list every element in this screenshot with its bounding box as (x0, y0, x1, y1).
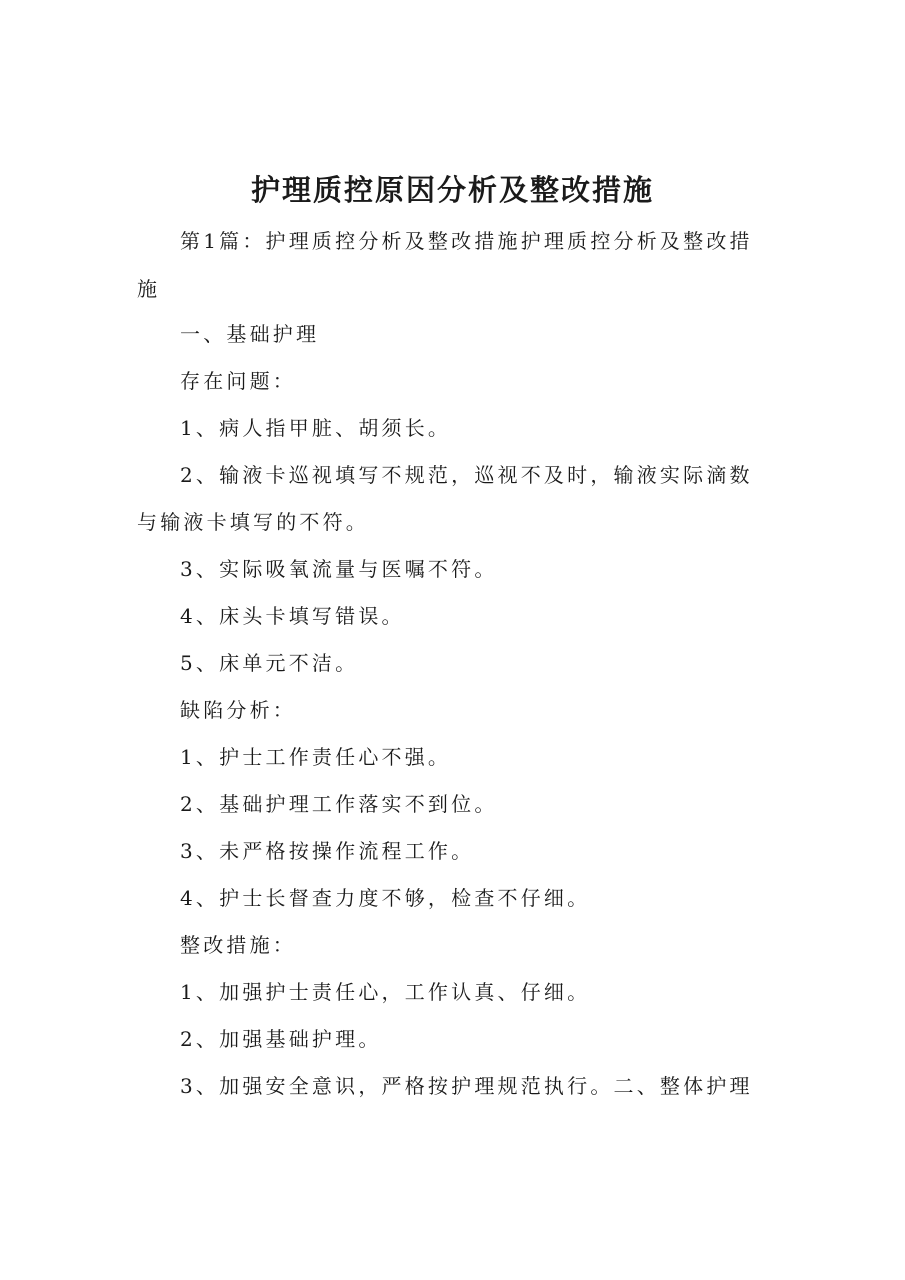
list-item: 1、病人指甲脏、胡须长。 (180, 416, 452, 440)
list-item: 2、加强基础护理。 (180, 1027, 382, 1051)
subsection-heading: 存在问题： (180, 369, 296, 393)
list-item: 1、护士工作责任心不强。 (180, 745, 452, 769)
list-item: 4、床头卡填写错误。 (180, 604, 405, 628)
subsection-heading: 整改措施： (180, 933, 296, 957)
document-title: 护理质控原因分析及整改措施 (250, 173, 654, 207)
subsection-heading: 缺陷分析： (180, 698, 296, 722)
list-item: 3、实际吸氧流量与医嘱不符。 (180, 557, 498, 581)
list-item: 5、床单元不洁。 (180, 651, 359, 675)
paragraph-line: 第1篇：护理质控分析及整改措施护理质控分析及整改措 (180, 229, 753, 253)
paragraph-line: 施 (137, 277, 161, 301)
list-item: 2、基础护理工作落实不到位。 (180, 792, 498, 816)
list-item: 2、输液卡巡视填写不规范，巡视不及时，输液实际滴数 (180, 463, 753, 487)
list-item: 4、护士长督查力度不够，检查不仔细。 (180, 886, 591, 910)
list-item-continuation: 与输液卡填写的不符。 (137, 510, 369, 534)
list-item: 1、加强护士责任心，工作认真、仔细。 (180, 980, 591, 1004)
section-heading: 一、基础护理 (180, 322, 320, 346)
list-item: 3、加强安全意识，严格按护理规范执行。二、整体护理 (180, 1074, 753, 1098)
list-item: 3、未严格按操作流程工作。 (180, 839, 475, 863)
